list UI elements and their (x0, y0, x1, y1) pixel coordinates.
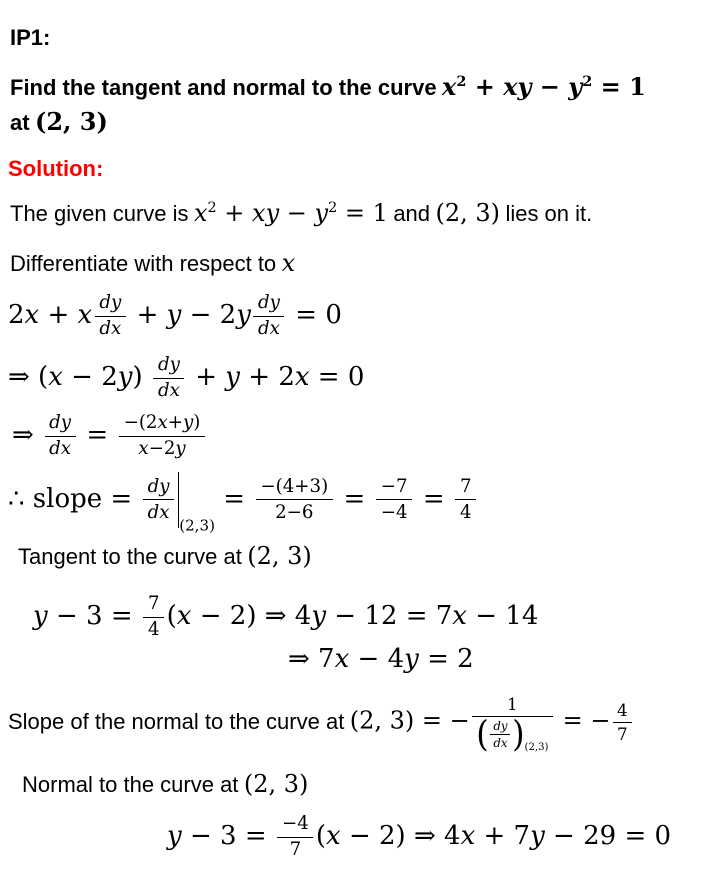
normal-final-eq (167, 813, 671, 861)
tangent-point-slope-eq (33, 593, 538, 641)
normal-final-math: y − 3 = $\frac{-4}{7}$ (x − 2) ⇒ 4x + 7y − 29 = 0 (167, 813, 672, 861)
problem-statement-text: Find the tangent and normal to the curve (10, 75, 437, 100)
slope-evaluation-math: ∴ slope = $\frac{dy}{dx}$ (2,3) = $\frac{-(4+3)}{2-6}$ = $\frac{-7}{-4}$ = $\frac{7}{4}$ (8, 472, 479, 528)
tangent-point-math: (2, 3) (247, 542, 312, 570)
point-math: (2, 3) (35, 107, 108, 136)
tangent-heading-text: Tangent to the curve at (18, 544, 242, 569)
dydx-solved-math: ⇒ $\frac{dy}{dx}$ = $\frac{-(2x+y)}{x-2y}$ (12, 412, 208, 460)
problem-point-line (10, 107, 108, 138)
given-curve-text-3: lies on it. (505, 201, 593, 226)
given-curve-text-1: The given curve is (10, 201, 189, 226)
normal-slope-line (8, 694, 634, 755)
differentiate-line (10, 248, 295, 279)
solution-heading (8, 155, 103, 184)
dydx-solved-eq (12, 412, 208, 460)
differentiate-var-math: x (281, 249, 296, 277)
problem-id-label: IP1: (10, 25, 51, 50)
differentiate-text: Differentiate with respect to (10, 251, 277, 276)
given-curve-math: $x^2$ + xy − $y^2 = 1$ (193, 199, 388, 227)
tangent-final-eq (288, 643, 474, 676)
slope-evaluation-eq (8, 472, 479, 535)
at-label: at (10, 110, 30, 135)
tangent-final-math: ⇒ 7x − 4y = 2 (288, 644, 474, 674)
tangent-point-slope-math: y − 3 = $\frac{7}{4}$ (x − 2) ⇒ 4y − 12 = 7x − 14 (33, 593, 539, 641)
given-curve-text-2: and (393, 201, 431, 226)
problem-statement-line (10, 72, 646, 103)
solution-heading-label: Solution: (8, 156, 104, 181)
given-curve-line (10, 198, 592, 229)
normal-heading-text: Normal to the curve at (22, 772, 239, 797)
normal-slope-math: (2, 3) = − 1 ( $\frac{dy}{dx}$ ) (2,3) = − $\frac{4}{7}$ (350, 694, 634, 750)
factored-derivative-eq (8, 354, 364, 402)
factored-derivative-math: ⇒ (x − 2y) $\frac{dy}{dx}$ + y + 2x = 0 (8, 354, 365, 402)
normal-heading (22, 769, 308, 800)
implicit-derivative-eq (8, 292, 342, 340)
normal-point-math: (2, 3) (243, 770, 309, 798)
tangent-heading (18, 541, 312, 572)
implicit-derivative-math: 2x + x $\frac{dy}{dx}$ + y − 2y $\frac{dy}{dx}$ = 0 (8, 292, 342, 340)
curve-equation-math: $x^2$ + xy − $y^2 = 1$ (442, 72, 646, 101)
problem-id (10, 24, 50, 53)
given-point-math: (2, 3) (435, 199, 500, 227)
normal-slope-text: Slope of the normal to the curve at (8, 708, 345, 734)
